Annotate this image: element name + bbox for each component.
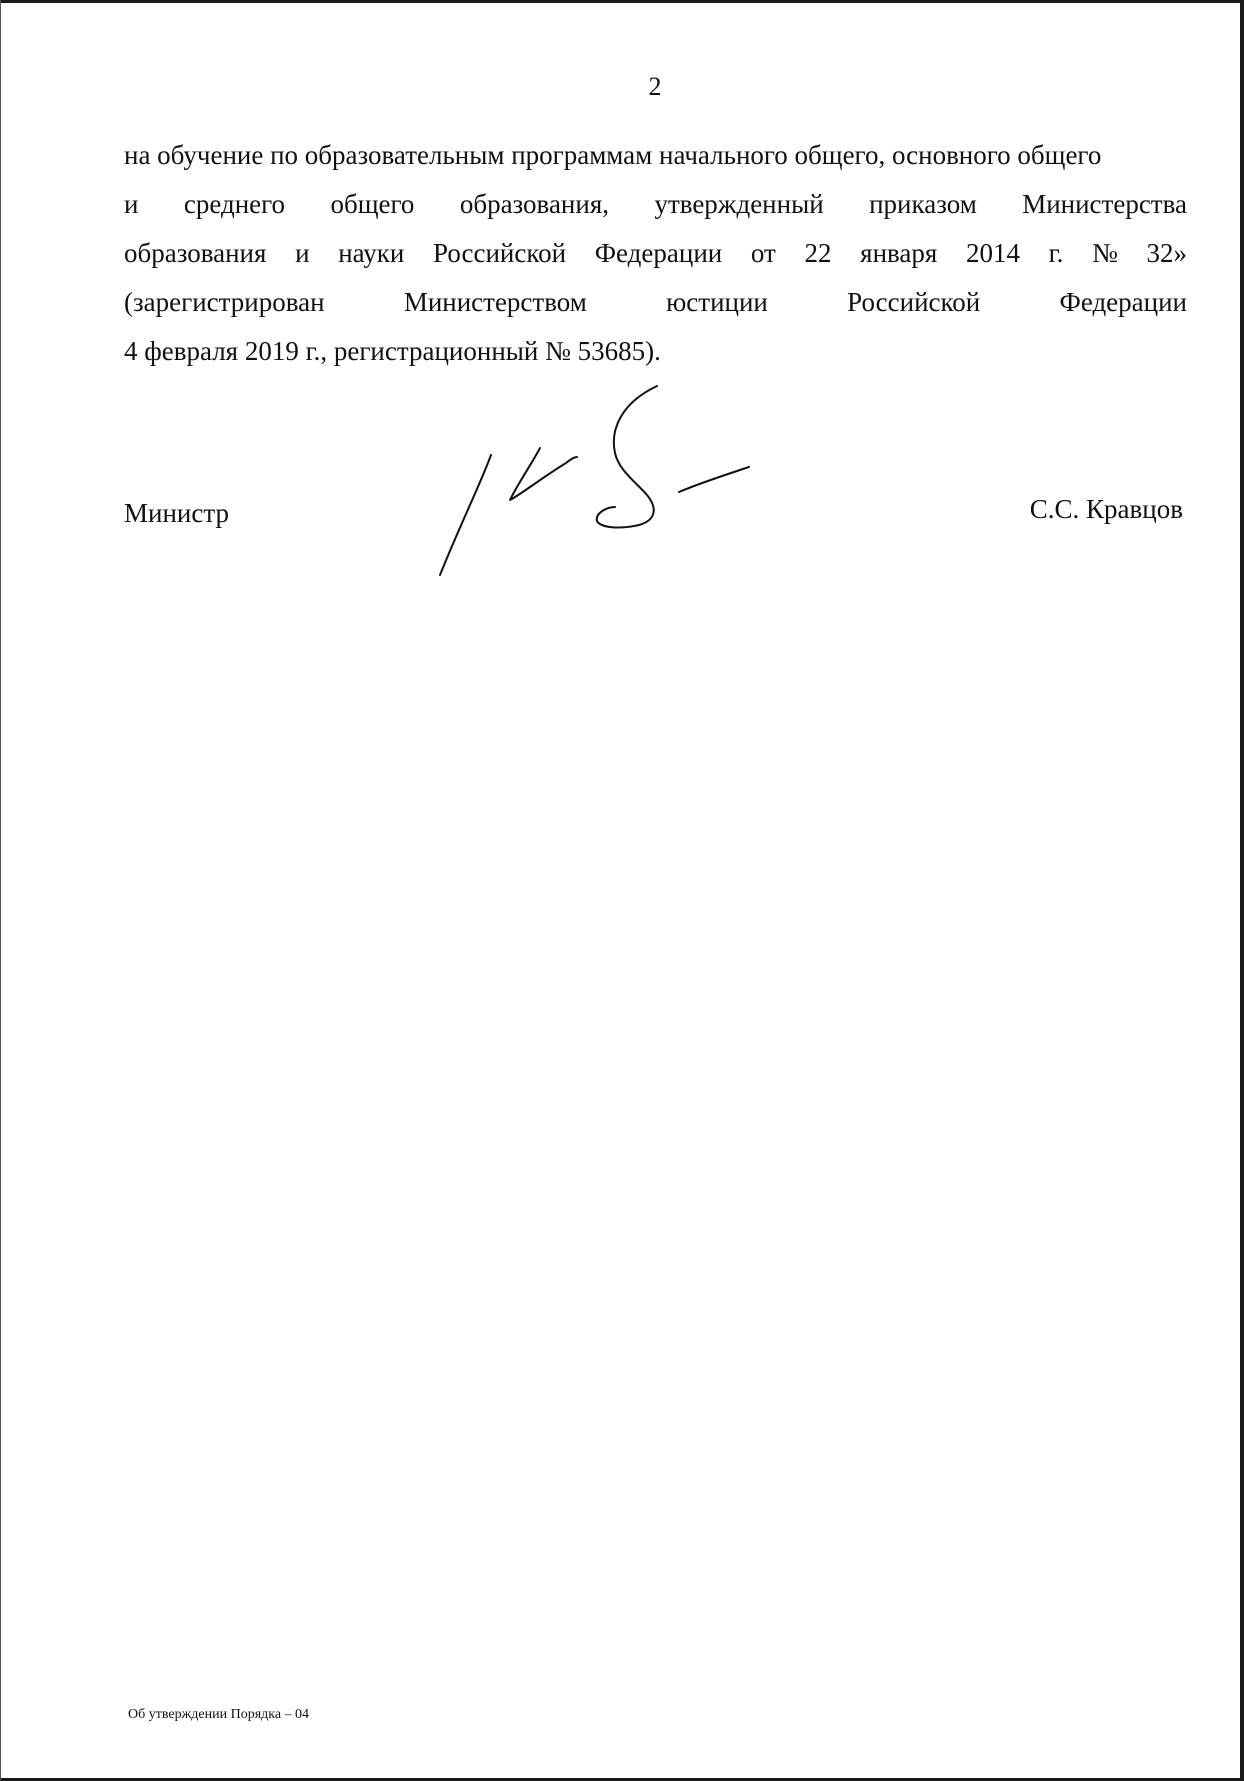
body-word: января — [860, 238, 938, 268]
signer-name: С.С. Кравцов — [1029, 494, 1183, 524]
body-line-4 — [124, 278, 1187, 327]
signature-stroke — [679, 467, 749, 492]
body-word: Федерации — [1059, 287, 1187, 317]
signer-title: Министр — [124, 498, 229, 528]
body-line-2 — [124, 180, 1187, 229]
scan-border-top — [0, 0, 1244, 3]
body-word: 2014 — [965, 238, 1020, 268]
body-word: Министерства — [1022, 189, 1187, 219]
body-word: Российской — [847, 287, 981, 317]
page-number: 2 — [648, 72, 662, 101]
body-word: 32» — [1146, 238, 1187, 268]
body-word: среднего — [183, 189, 286, 219]
body-word: и — [124, 189, 139, 219]
body-line-5: 4 февраля 2019 г., регистрационный № 53685). — [124, 336, 661, 366]
body-word: науки — [338, 238, 405, 268]
handwritten-signature — [425, 375, 765, 585]
body-word: общего — [330, 189, 415, 219]
body-word: юстиции — [666, 287, 768, 317]
body-line-3 — [124, 229, 1187, 278]
body-word: Федерации — [594, 238, 723, 268]
body-word: Российской — [433, 238, 567, 268]
body-word: и — [295, 238, 310, 268]
scan-border-right — [1240, 0, 1244, 1781]
body-paragraph — [124, 131, 1187, 376]
signature-stroke — [597, 386, 657, 528]
body-word: г. — [1048, 238, 1064, 268]
body-word: образования, — [459, 189, 610, 219]
body-word: № — [1092, 238, 1118, 268]
scan-border-left — [0, 0, 1, 1781]
body-line-1: на обучение по образовательным программам начального общего, основного общего — [124, 140, 1102, 170]
footer-note: Об утверждении Порядка – 04 — [128, 1707, 310, 1722]
body-word: утвержденный — [654, 189, 824, 219]
body-word: приказом — [869, 189, 977, 219]
body-word: 22 — [804, 238, 832, 268]
body-word: Министерством — [403, 287, 587, 317]
body-word: образования — [124, 238, 267, 268]
signature-stroke — [510, 448, 577, 500]
body-word: (зарегистрирован — [124, 287, 325, 317]
signature-stroke — [440, 455, 491, 575]
body-word: от — [750, 238, 776, 268]
